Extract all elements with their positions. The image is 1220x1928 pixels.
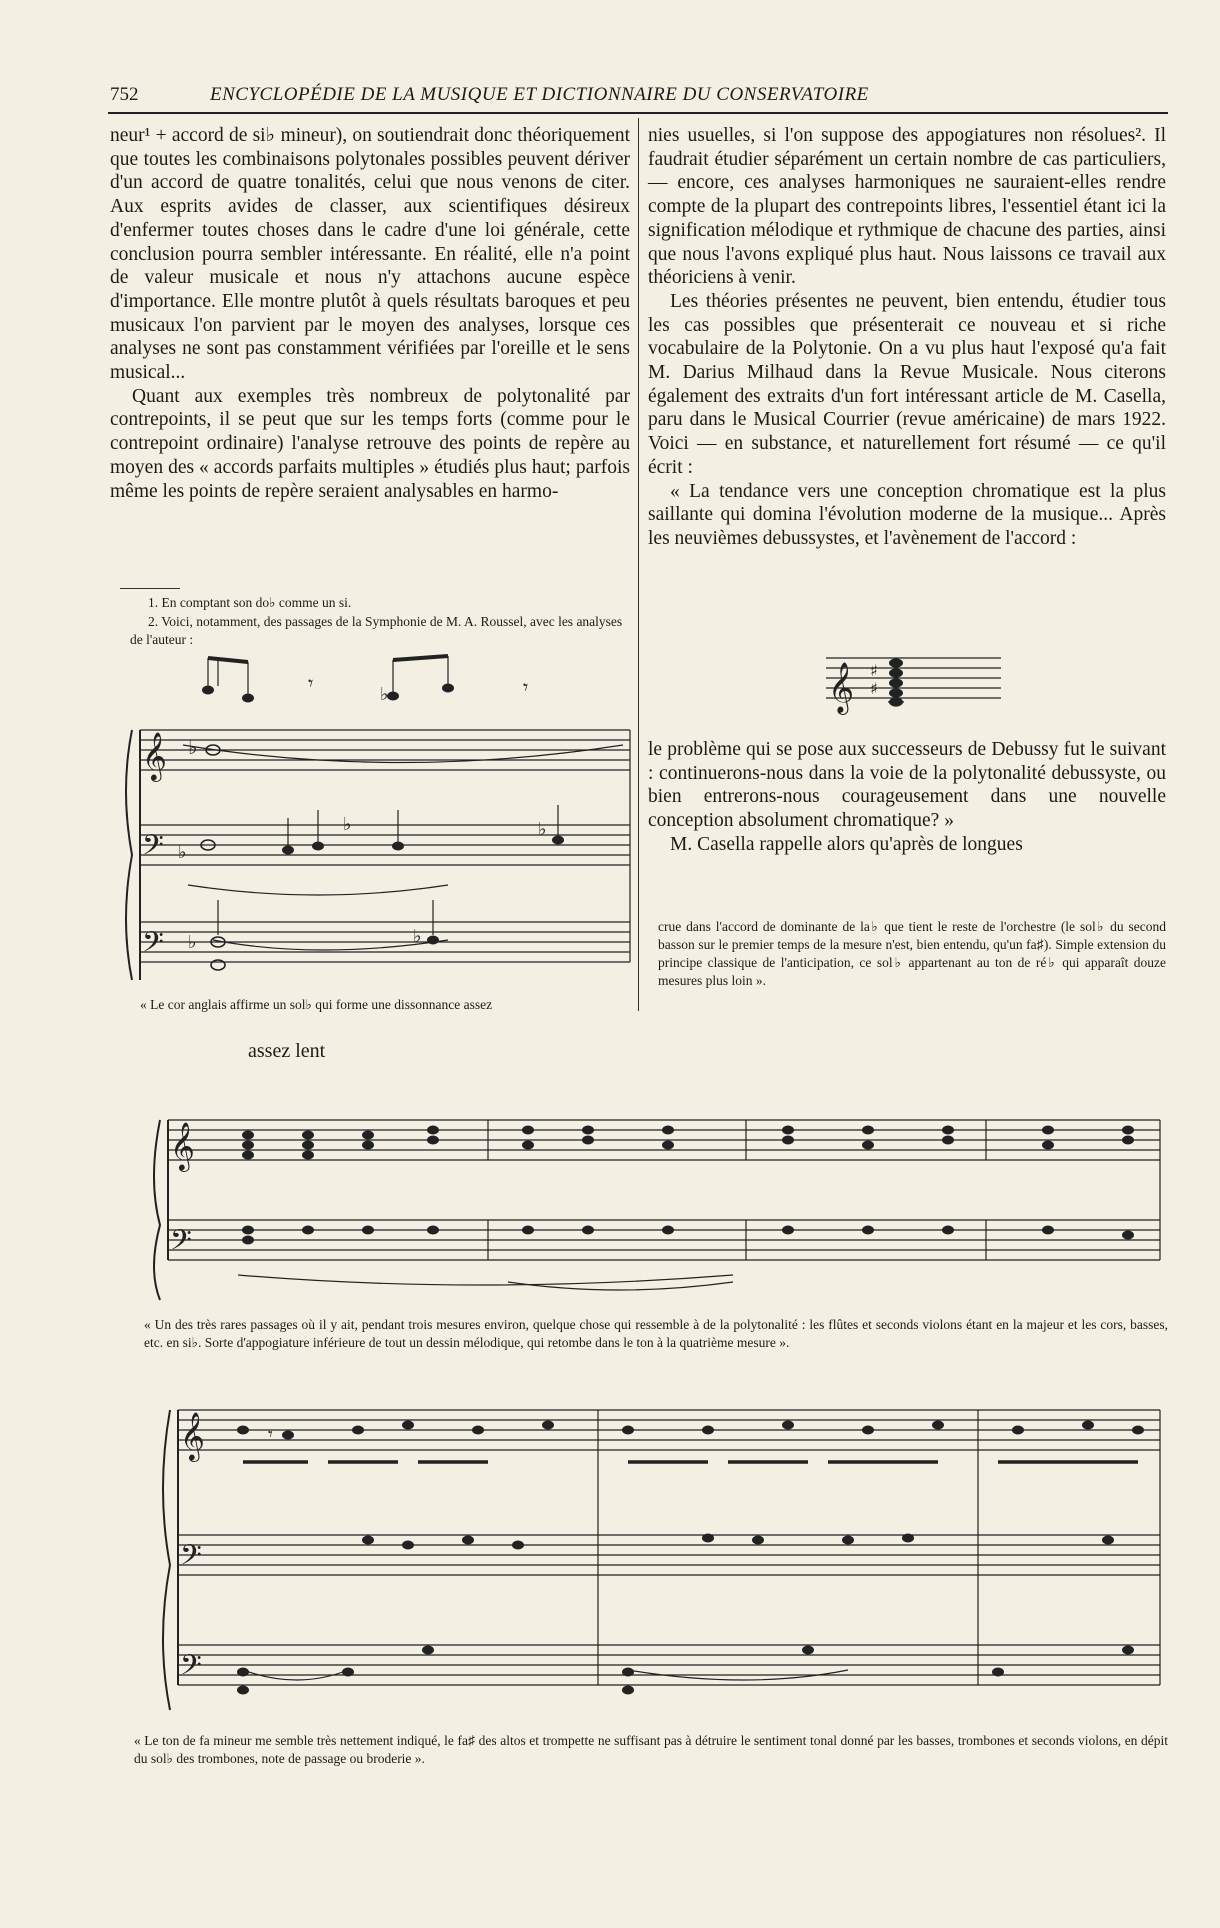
svg-text:𝄾: 𝄾	[268, 1424, 273, 1445]
svg-text:𝄢: 𝄢	[142, 829, 164, 869]
svg-text:𝄾: 𝄾	[308, 671, 314, 695]
music-example-3	[148, 1390, 1168, 1720]
example-2-chords	[242, 1126, 1134, 1245]
svg-text:♭: ♭	[380, 684, 389, 705]
footnote-continuation: crue dans l'accord de dominante de la♭ que tient le reste de l'orchestre (le sol♭ du second basson sur le premier temps de la mesure n'est, bien entendu, qu'un fa♯). Simple extension du principe classique de l'anticipation, ce sol♭ appartenant au ton de ré♭ qui apparaît douze mesures plus loin ».	[658, 919, 1166, 988]
left-column	[110, 124, 630, 503]
example-1-caption: « Le cor anglais affirme un sol♭ qui forme une dissonnance assez	[140, 997, 493, 1012]
running-title: ENCYCLOPÉDIE DE LA MUSIQUE ET DICTIONNAIRE DU CONSERVATOIRE	[210, 84, 869, 105]
svg-text:𝄞: 𝄞	[170, 1121, 195, 1170]
example-2-caption: « Un des très rares passages où il y ait, pendant trois mesures environ, quelque chose qui ressemble à de la polytonalité : les flûtes et seconds violons étant en la majeur et les cors, basses, etc. en si♭. Sorte d'appogiature inférieure de tout un dessin mélodique, qui retombe dans le ton à la quatrième mesure ».	[144, 1317, 1168, 1350]
svg-text:♯: ♯	[870, 661, 878, 680]
right-paragraph-5: M. Casella rappelle alors qu'après de longues	[670, 833, 1023, 855]
tempo-marking: assez lent	[248, 1040, 326, 1062]
svg-text:𝄢: 𝄢	[180, 1539, 202, 1579]
left-paragraph-1: neur¹ + accord de si♭ mineur), on soutiendrait donc théoriquement que toutes les combinaisons polytonales possibles peuvent dériver d'un accord de quatre tonalités, celui que nous venons de citer. Aux esprits avides de classer, aux scientifiques désireux d'enfermer toutes choses dans le cadre d'une loi générale, cette conclusion pourra sembler intéressante. En réalité, elle n'a point de valeur musicale et nous n'y attachons aucune espèce d'importance. Elle montre plutôt à quels résultats baroques et peu musicaux l'on parvient par le moyen des analyses, lorsque ces analyses ne sont pas constamment vérifiées par l'oreille et le sens musical...	[110, 125, 630, 384]
svg-text:♭: ♭	[413, 926, 422, 947]
svg-text:𝄞: 𝄞	[828, 662, 855, 713]
svg-text:♭: ♭	[343, 814, 352, 835]
music-example-2	[148, 1050, 1168, 1320]
right-paragraph-2: Les théories présentes ne peuvent, bien entendu, étudier tous les cas possibles que présenterait ce nouveau et si riche vocabulaire de la Polytonie. On a vu plus haut l'exposé qu'a fait M. Darius Milhaud dans la Revue Musicale. Nous citerons également des extraits d'un fort intéressant article de M. Casella, paru dans le Musical Courrier (revue américaine) de mars 1922. Voici — en substance, et naturellement fort résumé — ce qu'il écrit :	[648, 290, 1166, 478]
footnote-2: 2. Voici, notamment, des passages de la Symphonie de M. A. Roussel, avec les analyses de l'auteur :	[130, 614, 623, 647]
svg-text:𝄢: 𝄢	[142, 926, 164, 966]
svg-text:♯: ♯	[870, 679, 878, 698]
page-number: 752	[110, 84, 139, 105]
svg-text:♭: ♭	[188, 932, 197, 953]
right-paragraph-1: nies usuelles, si l'on suppose des appogiatures non résolues². Il faudrait étudier séparément un certain nombre de cas particuliers, — encore, ces analyses harmoniques ne sauraient-elles rendre compte de la plupart des contrepoints libres, l'essentiel étant ici la signification mélodique et rythmique de chacune des parties, ainsi que nous l'avons expliqué plus haut. Nous laissons ce travail aux théoriciens à venir.	[648, 125, 1166, 289]
example-3-caption: « Le ton de fa mineur me semble très nettement indiqué, le fa♯ des altos et trompette ne suffisant pas à détruire le sentiment tonal donné par les basses, trombones et seconds violons, en dépit du sol♭ des trombones, note de passage ou broderie ».	[134, 1733, 1168, 1766]
svg-text:𝄢: 𝄢	[170, 1224, 192, 1264]
svg-text:♭: ♭	[188, 735, 198, 759]
footnote-rule	[120, 588, 180, 589]
music-example-1	[118, 650, 636, 990]
svg-text:♭: ♭	[538, 819, 547, 840]
right-column	[648, 124, 1166, 551]
svg-text:𝄞: 𝄞	[142, 731, 167, 780]
svg-text:𝄢: 𝄢	[180, 1649, 202, 1689]
column-divider	[638, 118, 639, 1011]
svg-text:𝄞: 𝄞	[180, 1411, 205, 1460]
right-paragraph-4: le problème qui se pose aux successeurs de Debussy fut le suivant : continuerons-nous dans la voie de la polytonalité debussyste, ou bien entrerons-nous courageusement dans une nouvelle conception absolument chromatique? »	[648, 739, 1166, 832]
header-rule	[108, 112, 1168, 114]
footnote-1: 1. En comptant son do♭ comme un si.	[148, 595, 352, 610]
left-paragraph-2: Quant aux exemples très nombreux de polytonalité par contrepoints, il se peut que sur les temps forts (comme pour le contrepoint ordinaire) l'analyse retrouve des points de repère au moyen des « accords parfaits multiples » étudiés plus haut; parfois même les points de repère seraient analysables en harmo-	[110, 385, 630, 502]
svg-text:♭: ♭	[178, 842, 187, 863]
right-column-continued	[648, 738, 1166, 857]
right-paragraph-3: « La tendance vers une conception chromatique est la plus saillante qui domina l'évolution moderne de la musique... Après les neuvièmes debussystes, et l'avènement de l'accord :	[648, 480, 1166, 549]
svg-text:𝄾: 𝄾	[523, 675, 529, 699]
page-header	[110, 84, 1170, 114]
chord-example	[826, 640, 1006, 720]
